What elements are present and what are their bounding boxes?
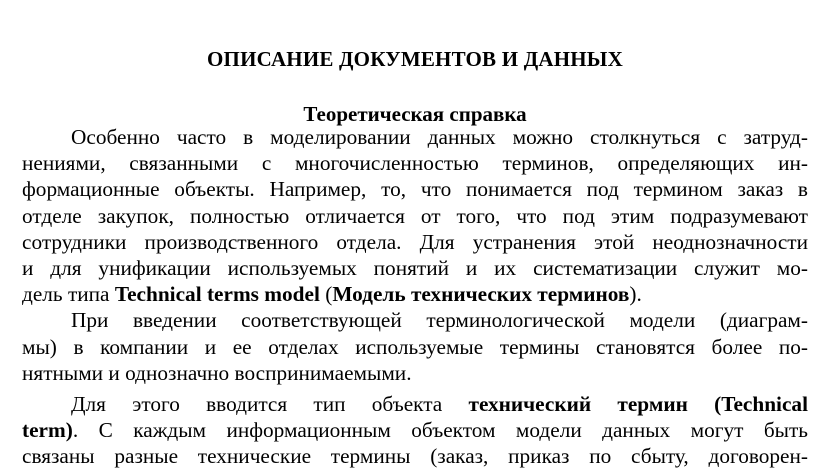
term-technical-term-bold-end: term) — [22, 418, 73, 443]
paragraph-2-line-1: При введении соответствующей терминологической модели (диаграм- — [71, 308, 808, 333]
term-technical-term-bold: технический термин (Technical — [468, 391, 808, 416]
line-7-text-mid: ( — [319, 282, 333, 307]
section-title: Теоретическая справка — [303, 102, 527, 126]
paragraph-3-line-1 — [22, 391, 808, 417]
body-text — [22, 124, 808, 469]
paragraph-2-line-3: нятными и однозначно воспринимаемыми. — [22, 360, 412, 385]
paragraph-1-line-1: Особенно часто в моделировании данных можно столкнуться с затруд- — [71, 125, 808, 149]
line-7-text-post: ). — [629, 282, 642, 307]
term-technical-terms-model: Technical terms model — [114, 282, 320, 307]
document-title: ОПИСАНИЕ ДОКУМЕНТОВ И ДАННЫХ — [207, 47, 623, 71]
paragraph-2-line-2: мы) в компании и ее отделах используемые термины становятся более по- — [22, 334, 808, 359]
paragraph-1-line-7 — [22, 281, 808, 307]
line-7-text-pre: дель типа — [22, 282, 115, 307]
paragraph-3-line-2 — [22, 417, 808, 443]
line-2-text-post: . С каждым информационным объектом модели данных могут быть — [72, 418, 808, 443]
term-model-technical-terms: Модель технических терминов — [332, 282, 630, 307]
paragraph-1-line-2: нениями, связанными с многочисленностью терминов, определяющих ин- — [22, 151, 808, 176]
paragraph-1-line-4: отделе закупок, полностью отличается от того, что под этим подразумевают — [22, 203, 808, 228]
paragraph-1-line-3: формационные объекты. Например, то, что понимается под термином заказ в — [22, 177, 808, 202]
paragraph-1-line-5: сотрудники производственного отдела. Для устранения этой неоднозначности — [22, 229, 808, 254]
paragraph-1-line-6: и для унификации используемых понятий и их систематизации служит мо- — [22, 255, 808, 280]
paragraph-3-line-3: связаны разные технические термины (заказ, приказ по сбыту, договорен- — [22, 444, 808, 469]
line-1-text-pre: Для этого вводится тип объекта — [71, 391, 469, 416]
